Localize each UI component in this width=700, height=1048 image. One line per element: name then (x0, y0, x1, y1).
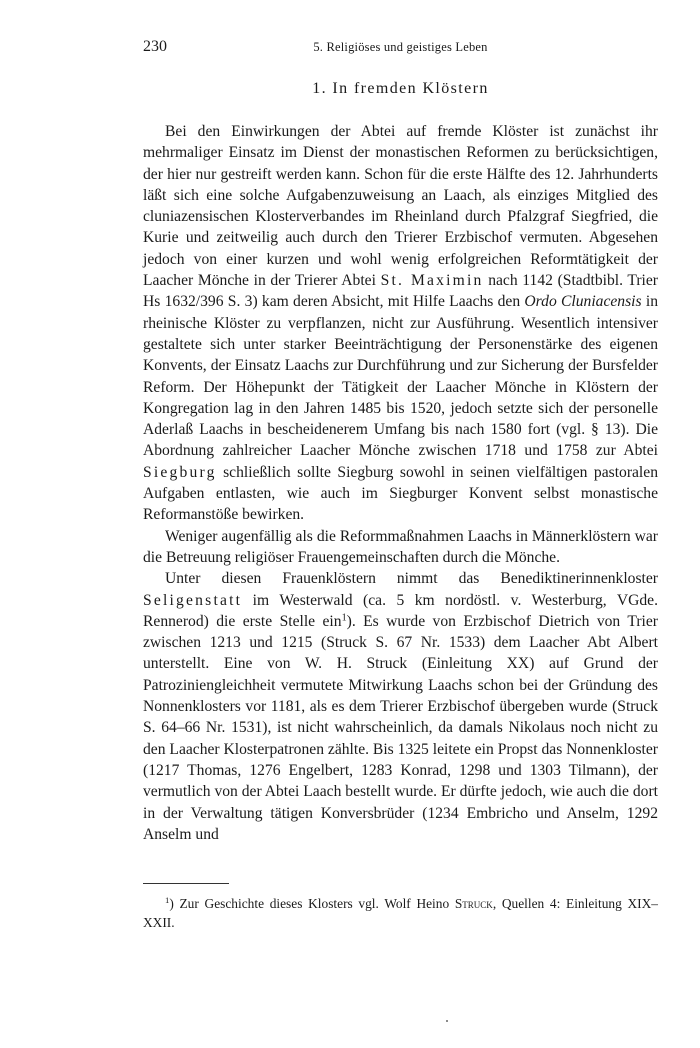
footnote-text-b: , Quellen 4: Einleitung XIX–XXII. (143, 896, 658, 930)
p1-text-e: in rheinische Klöster zu verpflanzen, nicht zur Ausführung. Wesentlich intensiver gestaltete sich unter starker Beeinträchtigung der Personenstärke des eigenen Konvents, der Einsatz Laachs zur Durchführung und zur Sicherung der Bursfelder Reform. Der Höhepunkt der Tätigkeit der Laacher Mönche in Klöstern der Kongregation lag in den Jahren 1485 bis 1520, jedoch setzte sich der personelle Aderlaß Laachs in bescheidenerem Umfang bis nach 1580 fort (vgl. § 13). Die Abordnung zahlreicher Laacher Mönche zwischen 1718 und 1758 zur Abtei (143, 293, 659, 460)
place-name-siegburg: Siegburg (143, 463, 217, 481)
p1-text-a: Bei den Einwirkungen der Abtei auf fremde Klöster ist zunächst ihr mehrmaliger Einsatz im Dienst der monastischen Reformen zu berücksichtigen, der hier nur gestreift werden kann. Schon für die erste Hälfte des 12. Jahrhunderts läßt sich eine solche Aufgabenzuweisung an Laach, als einziges Mitglied des cluniazensischen Klosterverbandes im Rheinland durch Pfalzgraf Siegfried, die Kurie und zeitweilig auch durch den Trierer Erzbischof vermuten. Abgesehen jedoch von einer kurzen und wohl wenig erfolgreichen Reformtätigkeit der Laacher Mönche in der Trierer Abtei (143, 123, 658, 290)
footnote (143, 894, 658, 932)
p3-text-a: Unter diesen Frauenklöstern nimmt das Benediktinerinnenkloster (165, 570, 658, 588)
place-name-st-maximin: St. Maximin (380, 272, 484, 290)
footnote-reference[interactable]: 1 (341, 612, 347, 624)
footnote-author: Struck (454, 896, 493, 911)
running-title: 5. Religiöses und geistiges Leben (313, 40, 488, 54)
paragraph-2: Weniger augenfällig als die Reformmaßnahmen Laachs in Männerklöstern war die Betreuung religiöser Frauengemeinschaften durch die Mönche. (143, 527, 658, 566)
footnote-text-a: ) Zur Geschichte dieses Klosters vgl. Wolf Heino (169, 896, 455, 911)
footnote-marker: 1 (165, 895, 170, 906)
place-name-seligenstatt: Seligenstatt (143, 591, 243, 609)
footnote-divider (143, 883, 229, 884)
p1-text-c: nach 1142 (Stadtbibl. Trier Hs 1632/396 S. 3) kam deren Absicht, mit Hilfe Laachs den (143, 272, 658, 311)
p1-text-g: schließlich sollte Siegburg sowohl in seinen vielfältigen pastoralen Aufgaben entlasten, wie auch im Siegburger Konvent selbst monastische Reformanstöße bewirken. (143, 463, 658, 524)
page-mark (446, 1020, 448, 1022)
page-number: 230 (143, 38, 167, 55)
p3-text-c: im Westerwald (ca. 5 km nordöstl. v. Westerburg, VGde. Rennerod) die erste Stelle ein (143, 591, 658, 630)
footnote-text (143, 894, 658, 932)
paragraph-1 (143, 121, 658, 526)
body-text (143, 121, 658, 845)
paragraph-3 (143, 568, 658, 845)
p3-text-d: ). Es wurde von Erzbischof Dietrich von Trier zwischen 1213 und 1215 (Struck S. 67 Nr. 1533) dem Laacher Abt Albert unterstellt. Eine von W. H. Struck (Einleitung XX) auf Grund der Patroziniengleichheit vermutete Mitwirkung Laachs schon bei der Gründung des Nonnenklosters vor 1181, als es dem Trierer Erzbischof übergeben wurde (Struck S. 64–66 Nr. 1531), ist nicht wahrscheinlich, da damals Nikolaus noch nicht zu den Laacher Klosterpatronen zählte. Bis 1325 leitete ein Propst das Nonnenkloster (1217 Thomas, 1276 Engelbert, 1283 Konrad, 1298 und 1303 Tilmann), der vermutlich von der Abtei Laach bestellt wurde. Er dürfte jedoch, wie auch die dort in der Verwaltung tätigen Konversbrüder (1234 Embricho und Anselm, 1292 Anselm und (143, 612, 658, 843)
italic-ordo-cluniacensis: Ordo Cluniacensis (524, 293, 642, 311)
section-heading: 1. In fremden Klöstern (312, 80, 489, 97)
page-header (143, 38, 658, 60)
